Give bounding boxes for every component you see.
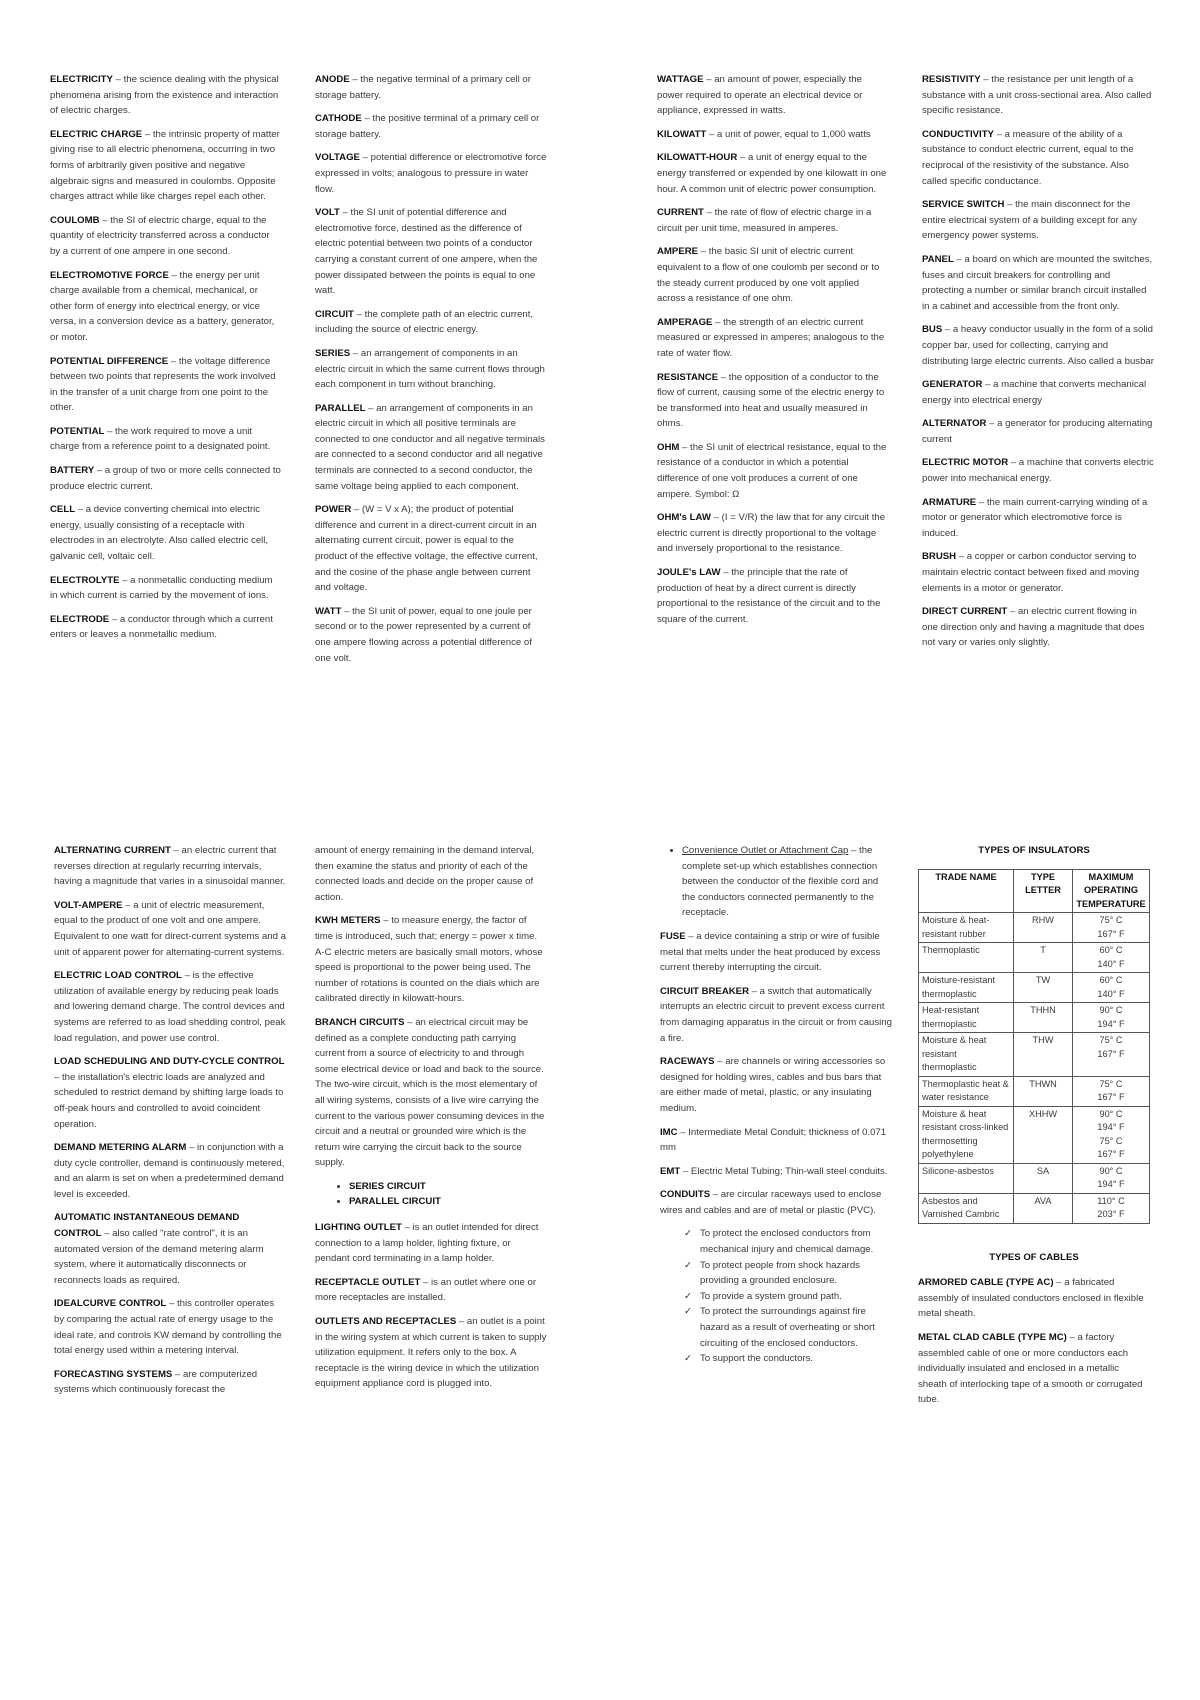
definition-text: – a conductor through which a current enters or leaves a nonmetallic medium.	[50, 613, 273, 641]
table-cell: THW	[1014, 1033, 1073, 1077]
definition-text: – the intrinsic property of matter giving rise to all electric phenomena, occurring in two forms of arbitrarily given positive and negative algebraic signs and measured in coulombs. Opposite charges attract while like charges repel each other.	[50, 128, 280, 203]
table-cell: 90° C 194° F 75° C 167° F	[1073, 1106, 1150, 1163]
definition-entry	[54, 1054, 286, 1132]
definition-entry	[315, 1015, 547, 1171]
definition-term: ELECTRIC MOTOR	[922, 457, 1009, 469]
table-row	[919, 973, 1150, 1003]
definition-text: – potential difference or electromotive force expressed in volts; analogous to pressure in water flow.	[315, 152, 547, 195]
definition-term: ALTERNATING CURRENT	[54, 845, 171, 856]
list-item: ✓ To provide a system ground path.	[684, 1289, 892, 1305]
definition-term: VOLT	[315, 207, 340, 219]
table-row	[919, 1163, 1150, 1193]
definition-entry	[918, 1275, 1150, 1322]
definition-text: – the main disconnect for the entire electrical system of a building except for any emergency power systems.	[922, 199, 1137, 242]
definition-term: ELECTRIC CHARGE	[50, 128, 143, 140]
definition-text: – the opposition of a conductor to the flow of current, causing some of the electric energy to be transformed into heat and usually measured in ohms.	[657, 371, 885, 430]
table-cell: Moisture & heat resistant thermoplastic	[919, 1033, 1014, 1077]
table-cell: XHHW	[1014, 1106, 1073, 1163]
definition-entry	[657, 510, 889, 557]
definition-text: – an outlet is a point in the wiring system at which current is taken to supply utilization equipment. It refers only to the box. A receptacle is the wiring device in which the utilization equipment appliance cord is plugged into.	[315, 1316, 547, 1390]
definition-term: FUSE	[660, 930, 686, 942]
definition-text: – (I = V/R) the law that for any circuit the electric current is directly proportional to the voltage and inversely proportional to the resistance.	[657, 512, 886, 555]
outlet-bullet-list	[660, 843, 892, 921]
page2-column-2	[315, 843, 547, 1400]
definition-term: DIRECT CURRENT	[922, 606, 1008, 618]
definition-entry	[922, 604, 1154, 651]
definition-term: OHM	[657, 441, 680, 453]
table-cell: Thermoplastic	[919, 943, 1014, 973]
page1-column-4	[922, 72, 1154, 659]
insulators-table	[918, 869, 1150, 1224]
definition-text: – are circular raceways used to enclose wires and cables and are of metal or plastic (PVC).	[660, 1189, 882, 1216]
definition-term: ELECTRODE	[50, 613, 110, 625]
list-item: ✓ To protect the surroundings against fire hazard as a result of overheating or short circuiting of the enclosed conductors.	[684, 1304, 892, 1351]
definition-entry	[50, 424, 282, 455]
definition-term: CATHODE	[315, 113, 362, 125]
definition-term: CONDUCTIVITY	[922, 128, 994, 140]
definition-entry	[660, 1054, 892, 1116]
definition-entry	[315, 72, 547, 103]
definition-term: BATTERY	[50, 465, 95, 477]
definition-term: BRUSH	[922, 551, 957, 563]
definition-entry	[657, 127, 889, 143]
definition-text: – also called "rate control", it is an automated version of the demand metering alarm system, where it automatically disconnects or reconnects loads as required.	[54, 1228, 264, 1286]
definition-entry	[315, 111, 547, 142]
definition-text: – the SI unit of power, equal to one joule per second or to the power represented by a current of one ampere flowing across a potential difference of one volt.	[315, 605, 532, 664]
conduit-purposes-list	[660, 1226, 892, 1366]
table-cell: Moisture & heat-resistant rubber	[919, 913, 1014, 943]
column-header: TRADE NAME	[919, 869, 1014, 913]
definition-entry	[50, 354, 282, 416]
definition-term: AMPERAGE	[657, 316, 713, 328]
definition-text: – a nonmetallic conducting medium in which current is carried by the movement of ions.	[50, 574, 273, 602]
definition-text: – a switch that automatically interrupts an electric circuit to prevent excess current from damaging apparatus in the circuit or from causing a fire.	[660, 985, 892, 1044]
definition-text: – the work required to move a unit charge from a reference point to a designated point.	[50, 425, 271, 453]
definition-term: SERVICE SWITCH	[922, 199, 1005, 211]
definition-term: CURRENT	[657, 207, 704, 219]
forecasting-continuation: amount of energy remaining in the demand interval, then examine the status and priority of each of the connected loads and decide on the proper cause of action.	[315, 845, 535, 903]
definition-term: ELECTRICITY	[50, 74, 113, 85]
table-cell: RHW	[1014, 913, 1073, 943]
definition-text: – an arrangement of components in an electric circuit in which all positive terminals are connected to one conductor and all negative terminals are connected to a second conductor and all negative terminals are connected to a second conductor, the same voltage being applied to each component.	[315, 402, 545, 492]
list-item: • SERIES CIRCUIT	[349, 1179, 547, 1195]
definition-term: AUTOMATIC INSTANTANEOUS DEMAND CONTROL	[54, 1212, 240, 1240]
definition-text: – Electric Metal Tubing; Thin-wall steel conduits.	[680, 1165, 888, 1177]
definition-term: GENERATOR	[922, 379, 983, 391]
definition-text: – the SI of electric charge, equal to the quantity of electricity transferred across a conductor by a current of one ampere in one second.	[50, 214, 270, 257]
definition-term: RACEWAYS	[660, 1056, 715, 1068]
definition-entry	[657, 72, 889, 119]
list-item: ✓ To protect people from shock hazards providing a grounded enclosure.	[684, 1258, 892, 1289]
definition-term: PARALLEL	[315, 402, 366, 414]
definition-text: – a device containing a strip or wire of fusible metal that melts under the heat produced by excess current thereby interrupting the circuit.	[660, 930, 881, 974]
definition-entry	[657, 244, 889, 306]
definition-entry	[54, 1367, 286, 1398]
definition-text: – an electric current that reverses direction at regularly recurring intervals, having a magnitude that varies in a sinusoidal manner.	[54, 845, 286, 888]
circuit-types-list	[315, 1179, 547, 1210]
definition-text: – the complete path of an electric current, including the source of electric energy.	[315, 308, 534, 336]
definition-entry	[315, 205, 547, 299]
page1-column-3	[657, 72, 889, 635]
definition-text: – are channels or wiring accessories so designed for holding wires, cables and bus bars that are either made of metal, plastic, or any insulating medium.	[660, 1056, 886, 1114]
table-cell: Thermoplastic heat & water resistance	[919, 1076, 1014, 1106]
definition-text: – the positive terminal of a primary cell or storage battery.	[315, 113, 540, 140]
definition-term: POTENTIAL	[50, 425, 105, 437]
definition-entry	[50, 612, 282, 643]
page1-column-1	[50, 72, 282, 651]
definition-term: OUTLETS AND RECEPTACLES	[315, 1316, 457, 1328]
definition-term: JOULE's LAW	[657, 567, 721, 579]
table-row	[919, 1193, 1150, 1223]
definition-text: – a heavy conductor usually in the form of a solid copper bar, used for collecting, carrying and distributing large electric currents. Also called a busbar	[922, 324, 1154, 367]
table-cell: Heat-resistant thermoplastic	[919, 1003, 1014, 1033]
definition-term: SERIES	[315, 347, 351, 359]
definition-entry	[50, 573, 282, 604]
definition-entry	[54, 1296, 286, 1358]
definition-term: ARMATURE	[922, 496, 977, 508]
table-row	[919, 943, 1150, 973]
definition-term: EMT	[660, 1165, 681, 1177]
definition-entry	[315, 307, 547, 338]
table-header-row	[919, 869, 1150, 913]
definition-entry	[54, 1210, 286, 1288]
table-cell: AVA	[1014, 1193, 1073, 1223]
definition-entry	[657, 565, 889, 627]
definition-term: BRANCH CIRCUITS	[315, 1016, 405, 1028]
definition-term: LOAD SCHEDULING AND DUTY-CYCLE CONTROL	[54, 1056, 285, 1068]
definition-term: WATT	[315, 605, 342, 617]
table-cell: 60° C 140° F	[1073, 973, 1150, 1003]
definition-text: – the SI unit of potential difference and electromotive force, destined as the difference of electric potential between two points of a conductor carrying a constant current of one ampere, when the power dissipated between the points is equal to one watt.	[315, 207, 538, 297]
page2-column-3-defs	[660, 929, 892, 1219]
column-header: TYPE LETTER	[1014, 869, 1073, 913]
definition-entry	[660, 1187, 892, 1218]
definition-term: CIRCUIT	[315, 308, 354, 320]
definition-text: – an electrical circuit may be defined as a complete conducting path carrying current from a source of electricity to and through some electrical device or load and back to the source. The two-wire circuit, which is the most elementary of all wiring systems, consists of a live wire carrying the current to the various power consuming devices in the circuit and a neutral or grounded wire which is the return wire carrying the circuit back to the source supply.	[315, 1016, 545, 1169]
definition-entry	[922, 127, 1154, 189]
list-item: • PARALLEL CIRCUIT	[349, 1194, 547, 1210]
table-cell: 90° C 194° F	[1073, 1003, 1150, 1033]
definition-term: AMPERE	[657, 246, 699, 258]
definition-term: RESISTANCE	[657, 371, 719, 383]
definition-text: – is the effective utilization of available energy by reducing peak loads and lowering demand charge. The control devices and systems are referred to as load shedding control, peak load regulation, and power use control.	[54, 970, 286, 1044]
definition-text: – the complete set-up which establishes connection between the conductor of the flexible cord and the conductors connected permanently to the receptacle.	[682, 845, 879, 919]
definition-entry	[922, 72, 1154, 119]
insulators-table-body	[919, 913, 1150, 1224]
definition-text: – the installation's electric loads are analyzed and scheduled to restrict demand by shifting large loads to off-peak hours and controlled to avoid coincident operation.	[54, 1071, 284, 1130]
definition-term: KWH METERS	[315, 915, 381, 927]
cables-title: TYPES OF CABLES	[989, 1251, 1079, 1263]
definition-entry	[50, 463, 282, 494]
definition-term: IMC	[660, 1126, 678, 1138]
page2-column-1	[54, 843, 286, 1406]
table-row	[919, 913, 1150, 943]
definition-entry	[315, 1275, 547, 1306]
definition-text: – in conjunction with a duty cycle controller, demand is continuously metered, and an alarm is set on when a predetermined demand level is exceeded.	[54, 1142, 285, 1200]
table-cell: 60° C 140° F	[1073, 943, 1150, 973]
definition-entry	[54, 843, 286, 890]
definition-text: – (W = V x A); the product of potential difference and current in a direct-current circuit in an alternating current circuit, power is equal to the product of the effective voltage, the effective current, and the cosine of the phase angle between current and voltage.	[315, 504, 538, 594]
definition-term: IDEALCURVE CONTROL	[54, 1298, 167, 1310]
table-cell: Asbestos and Varnished Cambric	[919, 1193, 1014, 1223]
definition-term: ELECTRIC LOAD CONTROL	[54, 970, 182, 982]
definition-entry	[50, 213, 282, 260]
definition-term: CIRCUIT BREAKER	[660, 985, 750, 997]
definition-entry	[315, 401, 547, 495]
definition-term: DEMAND METERING ALARM	[54, 1142, 187, 1154]
page2-column-2-defs-a	[315, 913, 547, 1171]
definition-term: CONDUITS	[660, 1189, 711, 1201]
page1-column-2	[315, 72, 547, 674]
definition-term: KILOWATT	[657, 128, 707, 140]
definition-entry	[54, 898, 286, 960]
definition-entry	[660, 929, 892, 976]
definition-entry	[922, 252, 1154, 314]
list-item: ✓ To protect the enclosed conductors from mechanical injury and chemical damage.	[684, 1226, 892, 1257]
definition-term: ALTERNATOR	[922, 418, 987, 430]
definition-term: ARMORED CABLE (TYPE AC)	[918, 1277, 1054, 1289]
page2-column-4	[918, 843, 1150, 1416]
definition-term: RECEPTACLE OUTLET	[315, 1276, 421, 1288]
table-cell: THHN	[1014, 1003, 1073, 1033]
definition-text: – the basic SI unit of electric current equivalent to a flow of one coulomb per second or to the steady current produced by one volt applied across a resistance of one ohm.	[657, 246, 880, 305]
definition-text: – an electric current flowing in one direction only and having a magnitude that does not vary or varies only slightly.	[922, 606, 1145, 649]
definition-text: – an amount of power, especially the power required to operate an electrical device or appliance, expressed in watts.	[657, 74, 863, 117]
definition-term: BUS	[922, 324, 943, 336]
definition-text: – a group of two or more cells connected to produce electric current.	[50, 465, 281, 492]
definition-entry	[660, 1125, 892, 1156]
definition-entry	[657, 150, 889, 197]
definition-term: CELL	[50, 504, 76, 516]
definition-text: – a machine that converts electric power into mechanical energy.	[922, 457, 1154, 485]
definition-term: LIGHTING OUTLET	[315, 1222, 402, 1234]
definition-text: – to measure energy, the factor of time is introduced, such that; energy = power x time. A-C electric meters are basically small motors, whose speed is proportional to the power being used. The number of rotations is counted on the dials which are calibrated directly in kilowatt-hours.	[315, 915, 543, 1005]
definition-term: KILOWATT-HOUR	[657, 152, 738, 164]
definition-entry	[918, 1330, 1150, 1408]
table-cell: 75° C 167° F	[1073, 1033, 1150, 1077]
column-header: MAXIMUM OPERATING TEMPERATURE	[1073, 869, 1150, 913]
definition-entry	[315, 150, 547, 197]
definition-entry	[922, 495, 1154, 542]
definition-entry	[50, 268, 282, 346]
definition-term: RESISTIVITY	[922, 74, 981, 85]
definition-entry	[315, 913, 547, 1007]
definition-term: Convenience Outlet or Attachment Cap	[682, 845, 849, 856]
definition-entry	[657, 370, 889, 432]
definition-entry	[922, 455, 1154, 486]
definition-text: – a copper or carbon conductor serving to maintain electric contact between fixed and moving elements in a motor or generator.	[922, 551, 1140, 594]
definition-term: COULOMB	[50, 214, 100, 226]
definition-text: – are computerized systems which continuously forecast the	[54, 1368, 258, 1396]
definition-text: – the strength of an electric current measured or expressed in amperes; analogous to the rate of water flow.	[657, 316, 885, 359]
definition-text: – a generator for producing alternating current	[922, 418, 1153, 445]
definition-text: – Intermediate Metal Conduit; thickness of 0.071 mm	[660, 1126, 887, 1154]
table-cell: TW	[1014, 973, 1073, 1003]
definition-entry	[50, 502, 282, 564]
definition-term: VOLTAGE	[315, 152, 360, 164]
list-item	[682, 843, 892, 921]
definition-text: – the negative terminal of a primary cell or storage battery.	[315, 74, 531, 101]
definition-text: – the science dealing with the physical phenomena arising from the existence and interaction of electric charges.	[50, 74, 279, 117]
definition-text: – a board on which are mounted the switches, fuses and circuit breakers for controlling and protecting a number or similar branch circuit installed in a cabinet and accessible from the front only.	[922, 253, 1153, 312]
definition-entry	[922, 549, 1154, 596]
definition-text: – a machine that converts mechanical energy into electrical energy	[922, 379, 1147, 406]
definition-text: – the voltage difference between two points that represents the work involved in the transfer of a unit charge from one point to the other.	[50, 355, 276, 414]
definition-entry	[657, 315, 889, 362]
definition-entry	[315, 604, 547, 666]
definition-term: POWER	[315, 504, 352, 516]
definition-term: METAL CLAD CABLE (TYPE MC)	[918, 1331, 1067, 1343]
definition-entry	[922, 197, 1154, 244]
definition-entry	[922, 322, 1154, 369]
table-row	[919, 1033, 1150, 1077]
table-cell: Moisture-resistant thermoplastic	[919, 973, 1014, 1003]
definition-entry	[660, 1164, 892, 1180]
table-cell: SA	[1014, 1163, 1073, 1193]
table-cell: 90° C 194° F	[1073, 1163, 1150, 1193]
definition-term: VOLT-AMPERE	[54, 899, 123, 911]
table-row	[919, 1106, 1150, 1163]
list-item: ✓ To support the conductors.	[684, 1351, 892, 1367]
definition-text: – a unit of energy equal to the energy transferred or expended by one kilowatt in one hour. A common unit of electric power consumption.	[657, 152, 887, 195]
definition-entry	[315, 1314, 547, 1392]
page2-column-3	[660, 843, 892, 1375]
definition-entry	[315, 346, 547, 393]
definition-entry	[660, 984, 892, 1046]
definition-term: FORECASTING SYSTEMS	[54, 1368, 173, 1380]
definition-term: OHM's LAW	[657, 512, 711, 524]
definition-text: – the energy per unit charge available from a chemical, mechanical, or other form of energy into electrical energy, or vice versa, in a conversion device as a battery, generator, or motor.	[50, 269, 275, 343]
table-cell: T	[1014, 943, 1073, 973]
definition-text: – a factory assembled cable of one or more conductors each individually insulated and enclosed in a metallic sheath of interlocking tape of a smooth or corrugated tube.	[918, 1331, 1143, 1406]
definition-text: – a unit of electric measurement, equal to the product of one volt and one ampere. Equivalent to one watt for direct-current systems and a unit of apparent power for alternating-current systems.	[54, 899, 286, 958]
definition-text: – the resistance per unit length of a substance with a unit cross-sectional area. Also called specific resistance.	[922, 74, 1152, 117]
definition-text: – a device converting chemical into electric energy, usually consisting of a receptacle with electrodes in an electrolyte. Also called electric cell, galvanic cell, voltaic cell.	[50, 504, 269, 563]
definition-text: – this controller operates by comparing the actual rate of energy usage to the ideal rate, and controls KW demand by controlling the total energy used within a metering interval.	[54, 1298, 282, 1357]
insulators-title: TYPES OF INSULATORS	[978, 845, 1090, 856]
definition-entry	[50, 72, 282, 119]
definition-term: ELECTROLYTE	[50, 574, 120, 586]
definition-entry	[54, 968, 286, 1046]
definition-text: – the main current-carrying winding of a motor or generator which electromotive force is induced.	[922, 496, 1148, 539]
definition-term: ANODE	[315, 74, 350, 85]
table-cell: Silicone-asbestos	[919, 1163, 1014, 1193]
definition-text: – a fabricated assembly of insulated conductors enclosed in flexible metal sheath.	[918, 1277, 1144, 1320]
definition-entry	[657, 440, 889, 502]
table-cell: 75° C 167° F	[1073, 1076, 1150, 1106]
table-cell: Moisture & heat resistant cross-linked thermosetting polyethylene	[919, 1106, 1014, 1163]
definition-term: WATTAGE	[657, 74, 704, 85]
definition-text: – a unit of power, equal to 1,000 watts	[706, 128, 871, 140]
cables-list	[918, 1275, 1150, 1408]
definition-text: – is an outlet where one or more receptacles are installed.	[315, 1276, 537, 1304]
definition-entry	[315, 502, 547, 596]
definition-text: – the principle that the rate of production of heat by a direct current is directly proportional to the resistance of the circuit and to the square of the current.	[657, 567, 881, 625]
definition-entry	[657, 205, 889, 236]
definition-text: – the rate of flow of electric charge in a circuit per unit time, measured in amperes.	[657, 207, 872, 234]
definition-text: – the SI unit of electrical resistance, equal to the resistance of a conductor in which a potential difference of one volt produces a current of one ampere. Symbol: Ω	[657, 441, 887, 500]
definition-term: POTENTIAL DIFFERENCE	[50, 355, 169, 367]
definition-entry	[922, 377, 1154, 408]
definition-entry	[315, 1220, 547, 1267]
definition-text: – is an outlet intended for direct connection to a lamp holder, lighting fixture, or pendant cord terminating in a lamp holder.	[315, 1222, 539, 1265]
definition-text: – an arrangement of components in an electric circuit in which the same current flows through each component in turn without branching.	[315, 347, 545, 391]
definition-text: – a measure of the ability of a substance to conduct electric current, equal to the reciprocal of the resistivity of the substance. Also called specific conductance.	[922, 128, 1134, 187]
table-cell: 110° C 203° F	[1073, 1193, 1150, 1223]
page2-column-2-defs-b	[315, 1220, 547, 1392]
definition-term: PANEL	[922, 253, 954, 265]
definition-term: ELECTROMOTIVE FORCE	[50, 269, 169, 281]
table-cell: THWN	[1014, 1076, 1073, 1106]
definition-entry	[50, 127, 282, 205]
table-row	[919, 1003, 1150, 1033]
table-cell: 75° C 167° F	[1073, 913, 1150, 943]
definition-entry	[922, 416, 1154, 447]
definition-entry	[54, 1140, 286, 1202]
table-row	[919, 1076, 1150, 1106]
